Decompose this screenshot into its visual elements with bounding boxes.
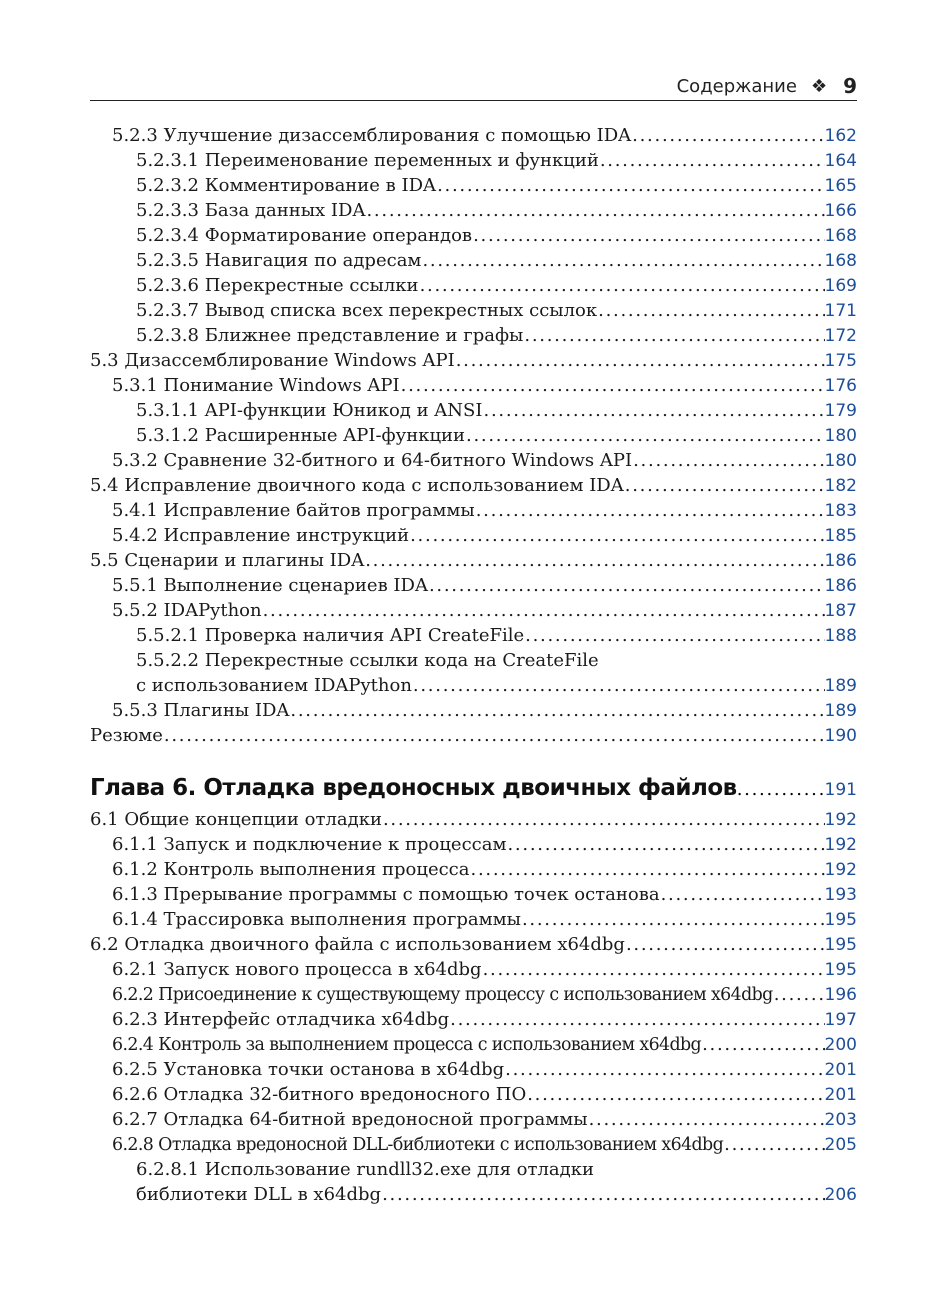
toc-entry-title: 6.2.8 Отладка вредоносной DLL-библиотеки с использованием x64dbg [112, 1135, 724, 1155]
chapter-page[interactable]: 191 [824, 780, 857, 800]
toc-entry[interactable] [90, 623, 857, 648]
toc-entry-page[interactable]: 182 [824, 476, 857, 496]
ornament-icon: ❖ [810, 75, 828, 97]
toc-entry-page[interactable]: 192 [824, 860, 857, 880]
toc-leader [482, 957, 825, 982]
toc-leader [365, 198, 824, 223]
toc-entry-page[interactable]: 186 [824, 551, 857, 571]
toc-entry-title: 5.3.1.2 Расширенные API-функции [136, 425, 466, 446]
toc-leader [521, 907, 825, 932]
toc-entry-page[interactable]: 180 [824, 451, 857, 471]
toc-entry[interactable] [90, 832, 857, 857]
toc-leader [381, 1182, 824, 1207]
toc-leader [465, 423, 825, 448]
toc-entry[interactable] [90, 1032, 857, 1057]
toc-entry-title: 6.2.2 Присоединение к существующему процессу с использованием x64dbg [112, 985, 773, 1005]
toc-entry[interactable] [90, 498, 857, 523]
toc-entry-page[interactable]: 201 [824, 1060, 857, 1080]
toc-entry[interactable] [90, 907, 857, 932]
toc-leader [449, 1007, 824, 1032]
toc-entry-title: 5.2.3.6 Перекрестные ссылки [136, 275, 419, 296]
toc-entry[interactable] [90, 173, 857, 198]
toc-entry-page[interactable]: 166 [824, 201, 857, 221]
toc-entry[interactable] [90, 932, 857, 957]
toc-entry-page[interactable]: 197 [824, 1010, 857, 1030]
toc-leader [723, 1132, 824, 1157]
toc-entry-continuation: с использованием IDAPython [136, 675, 412, 696]
running-header [90, 70, 857, 101]
toc-entry[interactable] [90, 598, 857, 623]
toc-entry-page[interactable]: 171 [824, 301, 857, 321]
toc-entry-title: 5.5.3 Плагины IDA [112, 700, 290, 721]
toc-entry-title: 5.2.3 Улучшение дизассемблирования с помощью IDA [112, 125, 632, 146]
toc-leader [419, 273, 825, 298]
toc-leader [737, 773, 825, 805]
toc-entry[interactable] [90, 273, 857, 298]
toc-entry[interactable] [90, 198, 857, 223]
toc-leader [455, 348, 825, 373]
toc-entry-title: 5.3.2 Сравнение 32-битного и 64-битного Windows API [112, 450, 633, 471]
toc-entry[interactable] [90, 857, 857, 882]
toc-leader [524, 623, 824, 648]
toc-leader [701, 1032, 824, 1057]
toc-entry-title: 6.2 Отладка двоичного файла с использованием x64dbg [90, 934, 625, 955]
toc-entry[interactable] [90, 698, 857, 723]
toc-entry-page[interactable]: 168 [824, 226, 857, 246]
page-number: 9 [843, 74, 857, 98]
toc-entry-title: 5.5.2 IDAPython [112, 600, 262, 621]
toc-entry-page[interactable]: 195 [824, 935, 857, 955]
toc-entry-page[interactable]: 193 [824, 885, 857, 905]
toc-entry[interactable] [90, 882, 857, 907]
toc-leader [660, 882, 825, 907]
header-right [677, 74, 857, 98]
toc-entry[interactable] [90, 348, 857, 373]
toc-entry-title: 6.2.4 Контроль за выполнением процесса с использованием x64dbg [112, 1035, 702, 1055]
toc-entry[interactable] [90, 448, 857, 473]
toc-entry[interactable] [90, 323, 857, 348]
toc-entry[interactable] [90, 373, 857, 398]
toc-entry-title: 6.2.5 Установка точки останова в x64dbg [112, 1059, 505, 1080]
toc-entry-page[interactable]: 196 [824, 985, 857, 1005]
toc-entry-title: 5.2.3.3 База данных IDA [136, 200, 366, 221]
chapter-heading[interactable] [90, 771, 857, 805]
toc-entry[interactable] [90, 573, 857, 598]
toc-leader [475, 498, 825, 523]
toc-entry-page[interactable]: 175 [824, 351, 857, 371]
toc-entry-title: 5.3.1 Понимание Windows API [112, 375, 400, 396]
toc-entry-title: 6.2.7 Отладка 64-битной вредоносной программы [112, 1109, 588, 1130]
toc-leader [597, 298, 824, 323]
toc-entry-page[interactable]: 192 [824, 810, 857, 830]
chapter-title: Глава 6. Отладка вредоносных двоичных файлов [90, 775, 737, 801]
toc-entry[interactable] [90, 473, 857, 498]
toc-leader [409, 523, 824, 548]
toc-entry-title: 5.2.3.1 Переименование переменных и функций [136, 150, 599, 171]
toc-leader [472, 223, 824, 248]
toc-entry[interactable] [90, 957, 857, 982]
toc-entry-page[interactable]: 201 [824, 1085, 857, 1105]
toc-leader [436, 173, 824, 198]
toc-entry[interactable] [90, 223, 857, 248]
toc-entry-title: Резюме [90, 725, 163, 746]
toc-leader [483, 398, 825, 423]
toc-entry-title: 5.4 Исправление двоичного кода с использованием IDA [90, 475, 624, 496]
toc-leader [470, 857, 825, 882]
toc-leader [773, 982, 825, 1007]
toc-entry-page[interactable]: 189 [824, 701, 857, 721]
toc-entry-title: 6.2.1 Запуск нового процесса в x64dbg [112, 959, 482, 980]
toc-entry-page[interactable]: 192 [824, 835, 857, 855]
toc-entry-page[interactable]: 183 [824, 501, 857, 521]
toc-entry-page[interactable]: 162 [824, 126, 857, 146]
toc-entry-title: 5.5.2.1 Проверка наличия API CreateFile [136, 625, 525, 646]
toc-entry-page[interactable]: 179 [824, 401, 857, 421]
toc-entry-title: 6.1.4 Трассировка выполнения программы [112, 909, 521, 930]
toc-entry[interactable] [90, 723, 857, 748]
toc-entry-title: 5.5.2.2 Перекрестные ссылки кода на CreateFile [136, 650, 599, 671]
toc-entry-page[interactable]: 169 [824, 276, 857, 296]
toc-entry-page[interactable]: 186 [824, 576, 857, 596]
toc-entry[interactable] [90, 548, 857, 573]
header-section-title: Содержание [676, 75, 797, 97]
toc-leader [412, 673, 825, 698]
toc-entry[interactable] [90, 673, 857, 698]
toc-leader [163, 723, 825, 748]
toc-entry-title: 6.1.1 Запуск и подключение к процессам [112, 834, 507, 855]
toc-entry-title: 6.1.3 Прерывание программы с помощью точек останова [112, 884, 660, 905]
toc-entry-page[interactable]: 164 [824, 151, 857, 171]
toc-leader [523, 323, 824, 348]
toc-entry[interactable] [90, 248, 857, 273]
toc-leader [625, 932, 825, 957]
toc-entry[interactable] [90, 1107, 857, 1132]
toc-entry[interactable] [90, 1132, 857, 1157]
toc-entry-page[interactable]: 187 [824, 601, 857, 621]
toc-entry[interactable] [90, 398, 857, 423]
toc-entry-page[interactable]: 168 [824, 251, 857, 271]
toc-entry-title: 6.2.8.1 Использование rundll32.exe для отладки [136, 1159, 594, 1180]
toc-entry-title: 5.2.3.8 Ближнее представление и графы [136, 325, 524, 346]
toc-entry-title: 6.2.6 Отладка 32-битного вредоносного ПО [112, 1084, 527, 1105]
toc-entry[interactable] [90, 1057, 857, 1082]
toc-leader [382, 807, 825, 832]
toc-entry-title: 5.4.2 Исправление инструкций [112, 525, 410, 546]
toc-entry-title: 6.1 Общие концепции отладки [90, 809, 382, 830]
toc-entry[interactable] [90, 1182, 857, 1207]
toc-entry[interactable] [90, 1082, 857, 1107]
toc-leader [632, 448, 824, 473]
toc-leader [504, 1057, 824, 1082]
toc-leader [364, 548, 824, 573]
toc-entry-page[interactable]: 165 [824, 176, 857, 196]
toc-entry-title: 5.2.3.2 Комментирование в IDA [136, 175, 437, 196]
toc-entry-page[interactable]: 195 [824, 960, 857, 980]
toc-entry-page[interactable]: 172 [824, 326, 857, 346]
toc-entry-continuation: библиотеки DLL в x64dbg [136, 1184, 382, 1205]
toc-leader [262, 598, 825, 623]
toc-leader [428, 573, 825, 598]
toc-entry-title: 5.4.1 Исправление байтов программы [112, 500, 475, 521]
toc-entry-title: 5.5 Сценарии и плагины IDA [90, 550, 365, 571]
toc-entry[interactable] [90, 423, 857, 448]
toc-entry-title: 6.2.3 Интерфейс отладчика x64dbg [112, 1009, 450, 1030]
toc-entry[interactable] [90, 148, 857, 173]
toc-entry-page[interactable]: 188 [824, 626, 857, 646]
toc-entry-page[interactable]: 195 [824, 910, 857, 930]
toc-leader [631, 123, 824, 148]
toc-entry[interactable] [90, 1007, 857, 1032]
table-of-contents [90, 123, 857, 1207]
toc-entry-page[interactable]: 203 [824, 1110, 857, 1130]
toc-entry-title: 5.3.1.1 API-функции Юникод и ANSI [136, 400, 483, 421]
toc-leader [506, 832, 824, 857]
toc-entry[interactable] [90, 123, 857, 148]
toc-entry-title: 6.1.2 Контроль выполнения процесса [112, 859, 470, 880]
toc-leader [624, 473, 825, 498]
toc-entry-page[interactable]: 206 [824, 1185, 857, 1205]
toc-entry-page[interactable]: 205 [824, 1135, 857, 1155]
toc-entry[interactable] [90, 523, 857, 548]
toc-entry-title: 5.2.3.5 Навигация по адресам [136, 250, 422, 271]
toc-leader [599, 148, 825, 173]
toc-entry-page[interactable]: 189 [824, 676, 857, 696]
toc-entry-title: 5.2.3.7 Вывод списка всех перекрестных ссылок [136, 300, 598, 321]
toc-leader [526, 1082, 824, 1107]
toc-entry-page[interactable]: 185 [824, 526, 857, 546]
toc-entry-title: 5.2.3.4 Форматирование операндов [136, 225, 473, 246]
toc-entry-page[interactable]: 190 [824, 726, 857, 746]
toc-leader [588, 1107, 825, 1132]
toc-entry[interactable] [90, 807, 857, 832]
toc-entry[interactable] [90, 298, 857, 323]
toc-entry-title: 5.3 Дизассемблирование Windows API [90, 350, 455, 371]
toc-leader [400, 373, 825, 398]
toc-entry-title: 5.5.1 Выполнение сценариев IDA [112, 575, 428, 596]
toc-entry-page[interactable]: 176 [824, 376, 857, 396]
toc-leader [289, 698, 824, 723]
toc-entry-page[interactable]: 180 [824, 426, 857, 446]
toc-entry[interactable] [90, 982, 857, 1007]
toc-entry-page[interactable]: 200 [824, 1035, 857, 1055]
toc-leader [421, 248, 824, 273]
